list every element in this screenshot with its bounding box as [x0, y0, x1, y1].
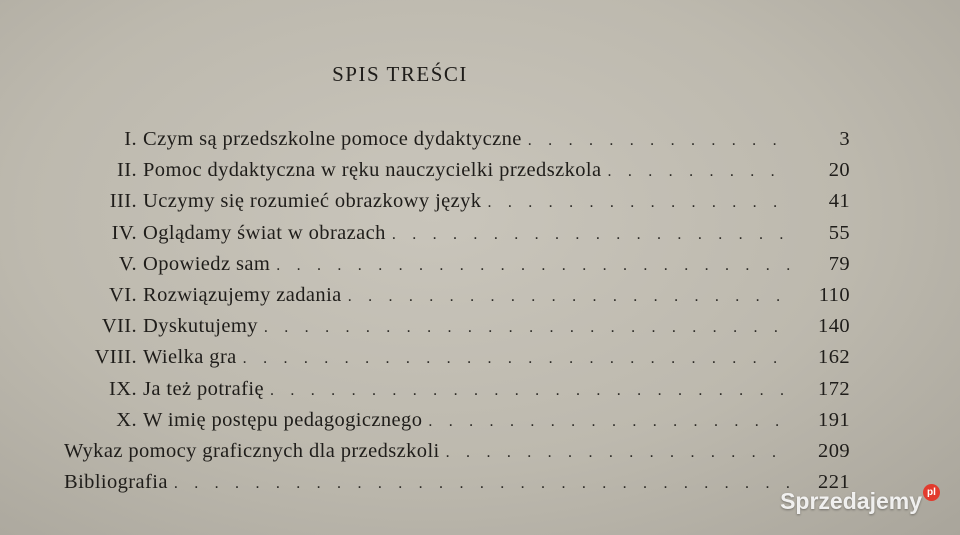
chapter-title: Uczymy się rozumieć obrazkowy język: [143, 190, 482, 213]
dot-leader: [270, 375, 792, 406]
page-number: 55: [828, 221, 850, 244]
page-number: 20: [828, 159, 850, 182]
chapter-title: Wykaz pomocy graficznych dla przedszkoli: [64, 439, 440, 462]
page-number: 221: [818, 471, 850, 494]
chapter-title: Rozwiązujemy zadania: [143, 283, 342, 306]
watermark-logo: [780, 488, 940, 515]
toc-entry: [60, 124, 850, 155]
page-number: 209: [818, 439, 850, 462]
toc-entry: [60, 436, 850, 467]
dot-leader: [174, 468, 792, 499]
table-of-contents: [60, 124, 850, 498]
page-title: SPIS TREŚCI: [332, 62, 468, 86]
chapter-number: VIII.: [94, 346, 137, 369]
dot-leader: [487, 187, 792, 218]
chapter-title: Ja też potrafię: [143, 377, 264, 400]
page-number: 162: [818, 346, 850, 369]
chapter-number: VII.: [101, 315, 137, 338]
dot-leader: [428, 406, 792, 437]
toc-entry: [60, 280, 850, 311]
chapter-title: Oglądamy świat w obrazach: [143, 221, 386, 244]
page-number: 191: [818, 408, 850, 431]
chapter-title: Bibliografia: [64, 471, 168, 494]
toc-entry: [60, 155, 850, 186]
toc-entry: [60, 186, 850, 217]
dot-leader: [392, 219, 792, 250]
chapter-number: V.: [118, 252, 137, 275]
dot-leader: [607, 156, 792, 187]
page-number: 79: [828, 252, 850, 275]
chapter-title: W imię postępu pedagogicznego: [143, 408, 423, 431]
chapter-number: X.: [116, 408, 137, 431]
dot-leader: [264, 312, 792, 343]
dot-leader: [528, 125, 792, 156]
chapter-number: IX.: [109, 377, 137, 400]
chapter-number: II.: [117, 159, 137, 182]
watermark-text: Sprzedajemy: [780, 488, 922, 514]
page-number: 41: [828, 190, 850, 213]
chapter-title: Czym są przedszkolne pomoce dydaktyczne: [143, 128, 522, 150]
watermark-badge: pl: [923, 484, 940, 501]
page-number: 172: [818, 377, 850, 400]
dot-leader: [348, 281, 792, 312]
toc-entry: [60, 342, 850, 373]
dot-leader: [276, 250, 792, 281]
dot-leader: [446, 437, 792, 468]
page-number: 140: [818, 315, 850, 338]
chapter-number: IV.: [111, 221, 137, 244]
toc-entry: [60, 218, 850, 249]
page-number: 3: [839, 128, 850, 150]
toc-entry: [60, 249, 850, 280]
chapter-number: VI.: [109, 283, 137, 306]
chapter-title: Pomoc dydaktyczna w ręku nauczycielki przedszkola: [143, 159, 602, 182]
chapter-title: Wielka gra: [143, 346, 237, 369]
toc-entry: [60, 311, 850, 342]
chapter-number: III.: [109, 190, 137, 213]
page-number: 110: [818, 283, 850, 306]
toc-entry: [60, 374, 850, 405]
chapter-title: Dyskutujemy: [143, 315, 258, 338]
toc-entry: [60, 467, 850, 498]
toc-entry: [60, 405, 850, 436]
dot-leader: [243, 343, 792, 374]
chapter-number: I.: [124, 128, 137, 150]
chapter-title: Opowiedz sam: [143, 252, 271, 275]
